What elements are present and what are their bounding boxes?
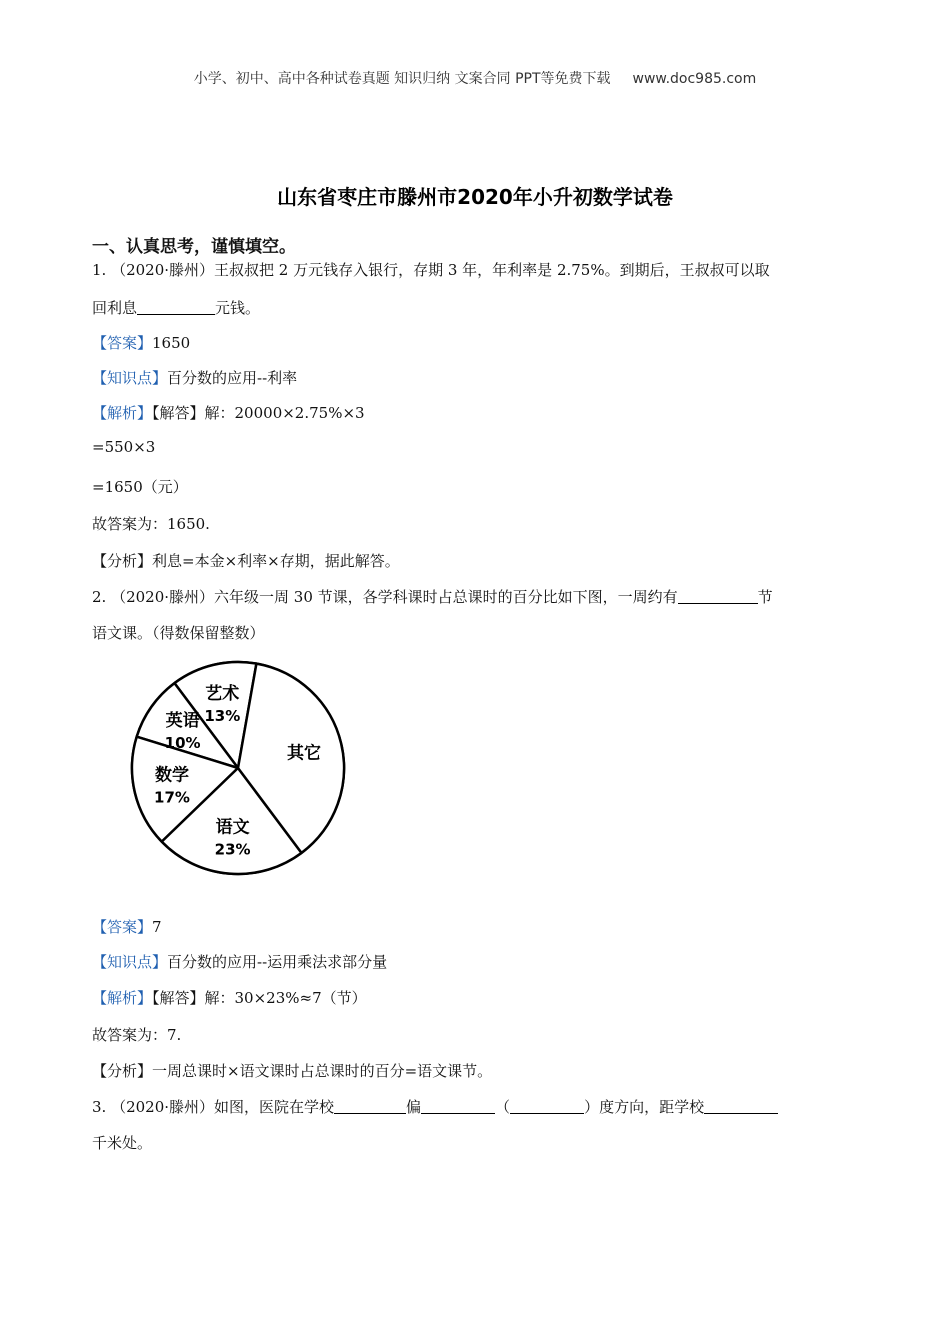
q3-blank-4[interactable] (704, 1098, 778, 1114)
solution-tag: 【解析】 (92, 989, 153, 1007)
answer-value: 7 (152, 918, 162, 936)
slice-category-label: 艺术 (205, 684, 240, 704)
q1-conclusion: 故答案为：1650. (92, 515, 210, 533)
pie-chart (110, 648, 350, 888)
q1-analysis: 【分析】利息=本金×利率×存期，据此解答。 (92, 552, 400, 570)
q2-line1 (92, 586, 773, 607)
q2-solution (92, 987, 367, 1008)
q2-line1-pre: 2. （2020·滕州）六年级一周 30 节课，各学科课时占总课时的百分比如下图，一周约有 (92, 588, 678, 606)
q3-part4: ）度方向，距学校 (584, 1098, 705, 1116)
q1-step2: =1650（元） (92, 478, 188, 496)
header-url[interactable]: www.doc985.com (632, 71, 757, 87)
slice-category-label: 其它 (287, 743, 321, 764)
knowledge-tag: 【知识点】 (92, 369, 168, 387)
solution-text: 【解答】解：20000×2.75%×3 (152, 404, 365, 422)
q3-part1: 3. （2020·滕州）如图，医院在学校 (92, 1098, 335, 1116)
q1-line2-post: 元钱。 (215, 299, 261, 317)
q1-line1: 1. （2020·滕州）王叔叔把 2 万元钱存入银行，存期 3 年，年利率是 2.75%。到期后，王叔叔可以取 (92, 261, 770, 279)
slice-percent-label: 13% (204, 707, 241, 725)
q3-line2: 千米处。 (92, 1134, 153, 1152)
q2-line1-post: 节 (757, 588, 773, 606)
q2-line2: 语文课。（得数保留整数） (92, 624, 265, 642)
answer-value: 1650 (152, 334, 191, 352)
q2-conclusion: 故答案为：7. (92, 1026, 182, 1044)
q2-answer-blank[interactable] (678, 588, 758, 604)
q1-line2-pre: 回利息 (92, 299, 138, 317)
q3-blank-1[interactable] (334, 1098, 406, 1114)
slice-category-label: 语文 (215, 817, 250, 838)
header-text: 小学、初中、高中各种试卷真题 知识归纳 文案合同 PPT等免费下载 (193, 71, 611, 87)
q1-answer (92, 332, 190, 353)
answer-tag: 【答案】 (92, 334, 153, 352)
q3-line1 (92, 1096, 778, 1117)
q2-analysis: 【分析】一周总课时×语文课时占总课时的百分=语文课节。 (92, 1062, 493, 1080)
slice-percent-label: 23% (214, 840, 251, 859)
q3-part2: 偏 (406, 1098, 422, 1116)
q3-blank-3[interactable] (510, 1098, 584, 1114)
knowledge-tag: 【知识点】 (92, 953, 168, 971)
knowledge-text: 百分数的应用--运用乘法求部分量 (167, 953, 388, 971)
q1-line2 (92, 297, 260, 318)
q1-knowledge-point (92, 367, 297, 388)
solution-tag: 【解析】 (92, 404, 153, 422)
slice-percent-label: 10% (164, 733, 201, 752)
section-heading: 一、认真思考，谨慎填空。 (92, 237, 296, 257)
slice-category-label: 英语 (165, 710, 200, 731)
slice-category-label: 数学 (155, 765, 189, 786)
slice-percent-label: 17% (154, 788, 190, 807)
solution-text: 【解答】解：30×23%≈7（节） (152, 989, 367, 1007)
knowledge-text: 百分数的应用--利率 (167, 369, 298, 387)
q1-answer-blank[interactable] (137, 299, 215, 315)
q1-step1: =550×3 (92, 438, 156, 456)
q2-answer (92, 916, 162, 937)
q1-solution (92, 402, 365, 423)
page-header (0, 68, 950, 88)
q3-part3: （ (495, 1098, 511, 1116)
q2-knowledge-point (92, 951, 387, 972)
q3-blank-2[interactable] (421, 1098, 495, 1114)
answer-tag: 【答案】 (92, 918, 153, 936)
page-title: 山东省枣庄市滕州市2020年小升初数学试卷 (277, 185, 673, 209)
